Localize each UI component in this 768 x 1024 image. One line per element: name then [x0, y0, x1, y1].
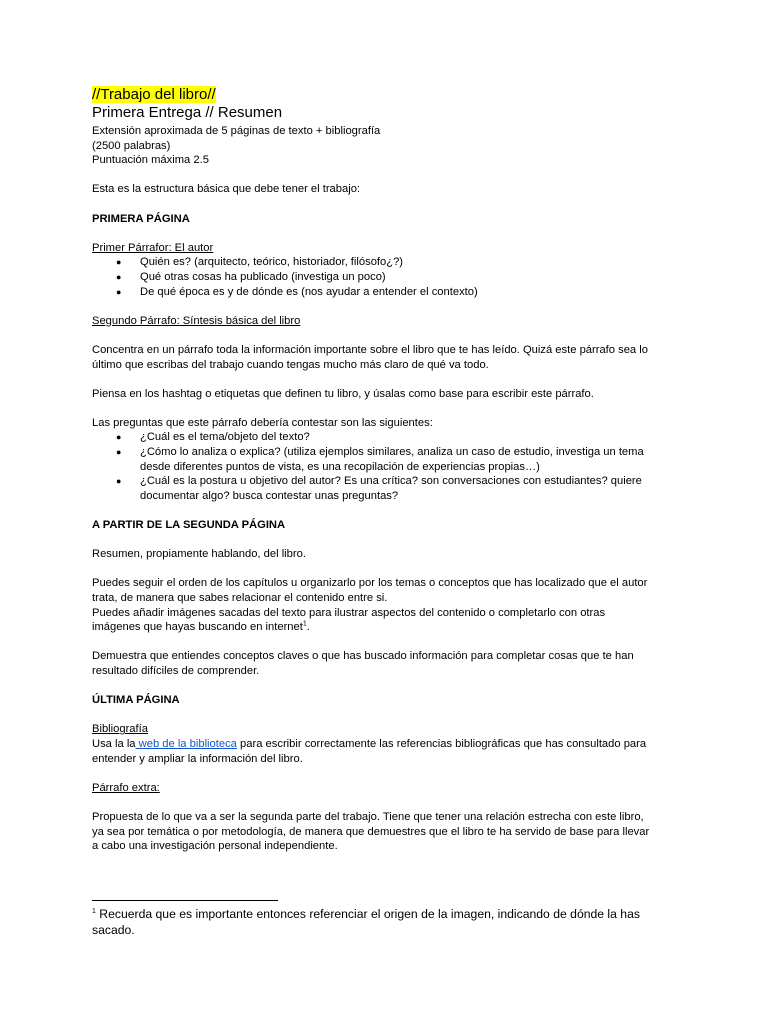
footnote-reference[interactable]: 1	[302, 620, 307, 628]
concepts-text-line: Demuestra que entiendes conceptos claves o que has buscado información para completar cosas que te han	[92, 650, 634, 663]
bullet-icon: ●	[116, 257, 122, 268]
bibliography-text-line: Usa la la web de la biblioteca para escribir correctamente las referencias bibliográficas que has consultado para	[92, 737, 647, 750]
extra-text-line: a cabo una investigación personal independiente.	[92, 840, 338, 853]
images-text-line: Puedes añadir imágenes sacadas del texto para ilustrar aspectos del contenido o completarlo con otras	[92, 606, 606, 619]
list-item: ● ¿Cuál es el tema/objeto del texto?	[116, 431, 310, 444]
footnote-divider	[92, 900, 278, 901]
footnote-mark: 1	[92, 907, 96, 915]
bullet-icon: ●	[116, 286, 122, 297]
document-subtitle: Primera Entrega // Resumen	[92, 104, 283, 121]
heading-ultima-pagina: ÚLTIMA PÁGINA	[92, 694, 180, 707]
paragraph-title-synthesis: Segundo Párrafo: Síntesis básica del libro	[92, 314, 301, 327]
bibliography-text-line: entender y ampliar la información del libro.	[92, 752, 303, 765]
list-item: ● Quién es? (arquitecto, teórico, historiador, filósofo¿?)	[116, 256, 404, 269]
hashtag-text: Piensa en los hashtag o etiquetas que definen tu libro, y úsalas como base para escribir este párrafo.	[92, 387, 594, 400]
score-text: Puntuación máxima 2.5	[92, 154, 209, 167]
images-text-line: imágenes que hayas buscando en internet$^1$.	[92, 620, 310, 634]
list-item: ● Qué otras cosas ha publicado (investiga un poco)	[116, 270, 386, 283]
footnote-line: sacado.	[92, 923, 135, 937]
extension-text: Extensión aproximada de 5 páginas de texto + bibliografía	[92, 125, 381, 137]
footnote	[92, 906, 692, 938]
bullet-icon: ●	[116, 476, 122, 487]
word-count-text: (2500 palabras)	[92, 139, 171, 152]
document-title	[92, 86, 682, 104]
questions-intro: Las preguntas que este párrafo debería contestar son las siguientes:	[92, 416, 433, 429]
questions-bullet-list	[92, 430, 682, 503]
list-item: ● De qué época es y de dónde es (nos ayudar a entender el contexto)	[116, 285, 478, 298]
author-bullet-list	[92, 255, 682, 299]
extra-text-line: ya sea por temática o por metodología, de manera que demuestres que el libro te ha servido de base para llevar	[92, 825, 650, 838]
list-item: ● ¿Cómo lo analiza o explica? (utiliza ejemplos similares, analiza un caso de estudio, investiga un tema desde diferentes puntos de vista, es una recopilación de experiencias propias…)	[116, 446, 644, 473]
intro-text: Esta es la estructura básica que debe tener el trabajo:	[92, 183, 361, 196]
synthesis-text-line: Concentra en un párrafo toda la información importante sobre el libro que te has leído. Quizá este párrafo sea lo	[92, 343, 648, 356]
paragraph-title-author: Primer Párrafor: El autor	[92, 241, 214, 254]
extra-paragraph-title: Párrafo extra:	[92, 781, 160, 794]
bullet-icon: ●	[116, 432, 122, 443]
bullet-icon: ●	[116, 271, 122, 282]
title-highlight: //Trabajo del libro//	[92, 86, 216, 103]
heading-segunda-pagina: A PARTIR DE LA SEGUNDA PÁGINA	[92, 519, 286, 532]
bullet-icon: ●	[116, 447, 122, 458]
synthesis-text-line: último que escribas del trabajo cuando tengas mucho más claro de qué va todo.	[92, 358, 489, 371]
library-website-link[interactable]: web de la biblioteca	[135, 737, 237, 750]
summary-text: Resumen, propiamente hablando, del libro.	[92, 548, 306, 561]
order-text-line: Puedes seguir el orden de los capítulos u organizarlo por los temas o conceptos que has localizado que el autor	[92, 577, 648, 590]
heading-primera-pagina: PRIMERA PÁGINA	[92, 212, 190, 225]
footnote-line: $^1$ Recuerda que es importante entonces referenciar el origen de la imagen, indicando de dónde la has	[92, 907, 640, 921]
concepts-text-line: resultado difíciles de comprender.	[92, 664, 260, 677]
bibliography-title: Bibliografía	[92, 723, 148, 736]
order-text-line: trata, de manera que sabes relacionar el contenido entre si.	[92, 592, 388, 604]
extra-text-line: Propuesta de lo que va a ser la segunda parte del trabajo. Tiene que tener una relación estrecha con este libro,	[92, 810, 644, 823]
document-body	[92, 86, 682, 854]
list-item: ● ¿Cuál es la postura u objetivo del autor? Es una crítica? son conversaciones con estudiantes? quiere documentar algo? busca contestar unas preguntas?	[116, 475, 642, 502]
